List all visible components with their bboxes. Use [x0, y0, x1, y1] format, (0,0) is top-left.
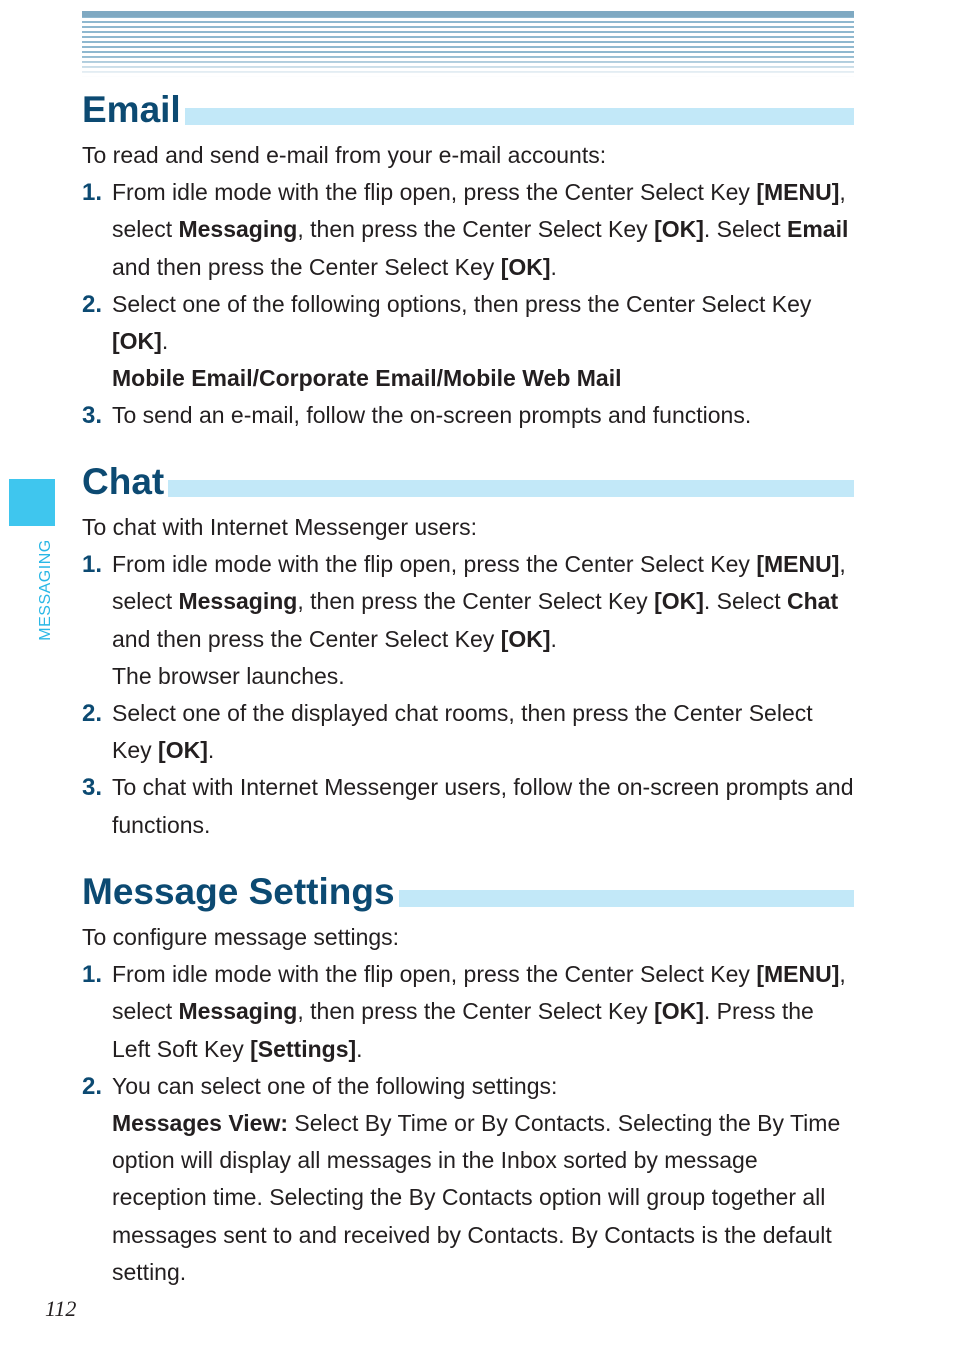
message-settings-heading	[82, 871, 854, 913]
step-item	[82, 286, 854, 398]
step-item	[82, 956, 854, 1068]
step-key: Messaging	[178, 998, 298, 1025]
step-key: [Settings]	[250, 1035, 357, 1062]
step-key: [MENU]	[756, 551, 840, 578]
step-list	[82, 956, 854, 1291]
step-text: To chat with Internet Messenger users, follow the on-screen prompts and functions.	[112, 774, 854, 838]
step-key: [OK]	[654, 998, 704, 1025]
step-number: 1.	[82, 179, 103, 207]
step-key: [OK]	[500, 253, 551, 280]
step-item	[82, 1068, 854, 1291]
setting-text: Select By Time or By Contacts. Selecting the By Time option will display all messages in the Inbox sorted by message reception time. Selecting the By Contacts option will group together all messages sent to and received by Contacts. By Contacts is the default setting.	[112, 1110, 841, 1285]
step-text: . Press the Left Soft Key	[112, 998, 814, 1062]
step-key: [OK]	[112, 328, 162, 355]
step-text: From idle mode with the flip open, press the Center Select Key	[112, 179, 757, 206]
chat-section	[82, 461, 854, 844]
step-key: [OK]	[500, 625, 551, 652]
header-band	[82, 11, 854, 77]
side-section-label: MESSAGING	[37, 539, 54, 641]
step-text: , then press the Center Select Key	[297, 588, 655, 615]
step-item	[82, 546, 854, 695]
step-text: Select one of the following options, then press the Center Select Key	[112, 290, 812, 317]
step-key: [OK]	[158, 737, 208, 764]
step-text: You can select one of the following settings:	[112, 1072, 558, 1099]
step-key: Chat	[787, 588, 839, 615]
step-number: 3.	[82, 774, 103, 802]
step-key: Messaging	[178, 216, 298, 243]
step-item	[82, 397, 854, 434]
step-text: , then press the Center Select Key	[297, 998, 655, 1025]
step-text: Select one of the displayed chat rooms, then press the Center Select Key	[112, 700, 813, 764]
heading-bar	[82, 108, 854, 125]
step-key: [OK]	[654, 588, 704, 615]
step-text: and then press the Center Select Key	[112, 625, 501, 652]
step-text: , then press the Center Select Key	[297, 216, 655, 243]
section-title: Email	[82, 89, 185, 131]
step-list	[82, 174, 854, 434]
section-title: Chat	[82, 461, 168, 503]
step-number: 3.	[82, 402, 103, 430]
step-number: 2.	[82, 1072, 103, 1100]
step-list	[82, 546, 854, 844]
option-list: Mobile Email/Corporate Email/Mobile Web Mail	[112, 365, 622, 392]
step-key: Messaging	[178, 588, 298, 615]
step-item	[82, 769, 854, 843]
section-intro: To chat with Internet Messenger users:	[82, 514, 478, 540]
step-key: [MENU]	[756, 961, 840, 988]
setting-name: Messages View:	[112, 1110, 289, 1137]
email-section	[82, 89, 854, 435]
step-note: The browser launches.	[112, 662, 345, 689]
step-text: . Select	[703, 588, 787, 615]
section-intro: To configure message settings:	[82, 924, 400, 950]
step-number: 2.	[82, 290, 103, 318]
step-text: , select	[112, 961, 846, 1025]
step-text: , select	[112, 179, 846, 243]
step-item	[82, 695, 854, 769]
setting-description	[112, 1105, 854, 1291]
step-text: and then press the Center Select Key	[112, 253, 501, 280]
step-text: .	[207, 737, 215, 764]
step-key: [OK]	[654, 216, 704, 243]
step-text: .	[356, 1035, 363, 1062]
section-tab-marker	[9, 479, 55, 526]
step-number: 1.	[82, 551, 103, 579]
message-settings-section	[82, 871, 854, 1291]
step-text: . Select	[703, 216, 787, 243]
step-text: From idle mode with the flip open, press the Center Select Key	[112, 551, 757, 578]
step-key: [MENU]	[756, 179, 840, 206]
section-intro: To read and send e-mail from your e-mail accounts:	[82, 142, 607, 168]
step-number: 2.	[82, 700, 103, 728]
page-number: 112	[45, 1296, 77, 1321]
step-key: Email	[787, 216, 849, 243]
heading-bar	[82, 480, 854, 497]
step-text: .	[161, 328, 169, 355]
section-title: Message Settings	[82, 871, 399, 913]
chat-heading	[82, 461, 854, 503]
step-text: .	[550, 625, 557, 652]
step-item	[82, 174, 854, 286]
step-text: .	[550, 253, 557, 280]
step-text: , select	[112, 551, 846, 615]
step-text: From idle mode with the flip open, press the Center Select Key	[112, 961, 757, 988]
email-heading	[82, 89, 854, 131]
step-text: To send an e-mail, follow the on-screen prompts and functions.	[112, 402, 752, 429]
step-number: 1.	[82, 961, 103, 989]
